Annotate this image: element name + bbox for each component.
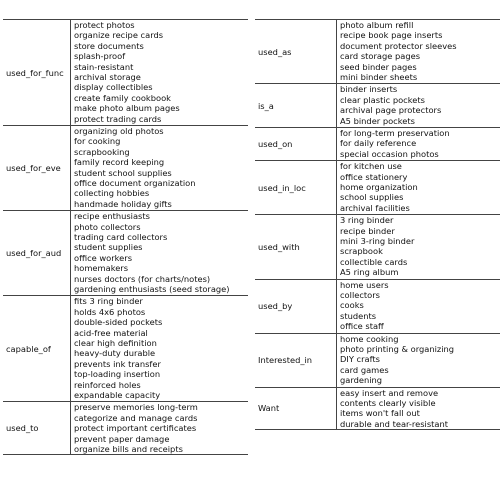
attribute-value: card storage pages — [340, 51, 421, 62]
table-row — [3, 401, 248, 455]
attribute-value: organize bills and receipts — [74, 444, 183, 454]
attribute-value: for daily reference — [340, 138, 417, 149]
attribute-values — [336, 20, 500, 83]
attribute-key: used_for_func — [6, 67, 64, 78]
attribute-key: capable_of — [6, 343, 51, 354]
attribute-value: categorize and manage cards — [74, 412, 198, 423]
attribute-value: cooks — [340, 300, 364, 311]
table-row — [3, 19, 248, 125]
attribute-values — [70, 402, 248, 454]
attribute-value: trading card collectors — [74, 232, 168, 242]
table-row — [255, 333, 500, 387]
attribute-value: heavy-duty durable — [74, 348, 156, 359]
attribute-values — [336, 161, 500, 214]
attribute-key: Want — [258, 403, 280, 414]
attribute-value: collectible cards — [340, 256, 408, 267]
attribute-value: easy insert and remove — [340, 387, 439, 398]
attribute-key: used_as — [258, 46, 292, 57]
attribute-value: photo collectors — [74, 221, 141, 232]
attribute-values — [70, 296, 248, 401]
attribute-value: office stationery — [340, 171, 408, 182]
attribute-value: photo printing & organizing — [340, 343, 455, 354]
attribute-value: for long-term preservation — [340, 127, 450, 138]
attribute-value: card games — [340, 364, 389, 375]
attribute-value: A5 binder pockets — [340, 115, 415, 126]
attribute-values — [70, 211, 248, 295]
attribute-value: DIY crafts — [340, 354, 380, 365]
attribute-value: homemakers — [74, 263, 129, 274]
attribute-values — [336, 128, 500, 160]
attribute-value: stain-resistant — [74, 61, 134, 72]
attribute-value: recipe book page inserts — [340, 30, 443, 41]
attribute-value: gardening enthusiasts (seed storage) — [74, 284, 230, 295]
attribute-value: contents clearly visible — [340, 397, 436, 408]
table-row — [255, 160, 500, 214]
left-column — [3, 19, 248, 455]
attribute-key: used_on — [258, 139, 293, 150]
table-row — [255, 19, 500, 83]
attribute-value: protect important certificates — [74, 423, 197, 434]
attribute-value: seed binder pages — [340, 61, 417, 72]
attribute-value: archival facilities — [340, 202, 410, 213]
right-column — [255, 19, 500, 430]
attribute-value: mini binder sheets — [340, 72, 418, 83]
attribute-value: clear high definition — [74, 338, 157, 348]
table-row — [255, 214, 500, 278]
attribute-values — [336, 84, 500, 127]
attribute-value: organize recipe cards — [74, 30, 164, 41]
attribute-values — [70, 126, 248, 210]
attribute-value: create family cookbook — [74, 92, 171, 103]
attribute-value: collectors — [340, 289, 380, 300]
attribute-value: student school supplies — [74, 167, 172, 178]
attribute-value: recipe binder — [340, 225, 395, 236]
table-row — [255, 279, 500, 333]
attribute-key: used_by — [258, 301, 293, 312]
attribute-value: photo album refill — [340, 20, 414, 30]
attribute-value: store documents — [74, 40, 144, 51]
attribute-key: used_for_eve — [6, 163, 61, 174]
attribute-value: archival page protectors — [340, 105, 442, 116]
attribute-value: protect trading cards — [74, 113, 162, 124]
attribute-value: gardening — [340, 375, 383, 386]
attribute-value: double-sided pockets — [74, 317, 163, 328]
table-row — [3, 125, 248, 210]
attribute-value: students — [340, 310, 377, 321]
attribute-value: preserve memories long-term — [74, 402, 198, 413]
attribute-value: home organization — [340, 181, 418, 192]
attribute-value: home users — [340, 279, 389, 290]
attribute-key: used_in_loc — [258, 182, 306, 193]
attribute-value: school supplies — [340, 192, 404, 203]
attribute-value: recipe enthusiasts — [74, 211, 150, 222]
attribute-value: home cooking — [340, 333, 399, 344]
table-row — [255, 387, 500, 431]
attribute-value: nurses doctors (for charts/notes) — [74, 273, 211, 284]
attribute-values — [336, 334, 500, 387]
attribute-key: used_with — [258, 241, 300, 252]
attribute-value: expandable capacity — [74, 390, 161, 401]
attribute-value: document protector sleeves — [340, 40, 457, 51]
attribute-value: archival storage — [74, 72, 141, 83]
attribute-value: handmade holiday gifts — [74, 198, 172, 209]
attribute-value: acid-free material — [74, 327, 148, 338]
attribute-values — [336, 388, 500, 430]
attribute-value: display collectibles — [74, 82, 153, 93]
attribute-key: Interested_in — [258, 355, 313, 366]
attribute-value: binder inserts — [340, 84, 398, 95]
table-row — [3, 295, 248, 401]
attribute-key: used_to — [6, 423, 39, 434]
attribute-values — [336, 215, 500, 278]
attribute-value: office staff — [340, 321, 384, 332]
attribute-value: prevent paper damage — [74, 433, 170, 444]
attribute-value: holds 4x6 photos — [74, 306, 146, 317]
attribute-value: fits 3 ring binder — [74, 296, 143, 307]
attribute-value: special occasion photos — [340, 148, 439, 159]
attribute-value: office document organization — [74, 178, 196, 189]
attribute-value: clear plastic pockets — [340, 94, 425, 105]
attribute-value: top-loading insertion — [74, 369, 161, 380]
table-row — [255, 83, 500, 127]
attribute-value: for cooking — [74, 136, 121, 147]
attribute-value: A5 ring album — [340, 267, 399, 278]
attribute-value: scrapbooking — [74, 146, 130, 157]
attribute-value: durable and tear-resistant — [340, 418, 449, 429]
table-row — [3, 210, 248, 295]
attribute-value: for kitchen use — [340, 161, 402, 172]
attribute-values — [336, 280, 500, 333]
attribute-value: office workers — [74, 252, 133, 263]
attribute-value: items won't fall out — [340, 408, 420, 419]
attribute-value: student supplies — [74, 242, 143, 253]
attribute-value: scrapbook — [340, 246, 383, 257]
attribute-value: organizing old photos — [74, 126, 164, 136]
attribute-key: is_a — [258, 100, 274, 111]
attribute-value: family record keeping — [74, 157, 165, 168]
attribute-value: reinforced holes — [74, 379, 141, 390]
attribute-value: mini 3-ring binder — [340, 235, 415, 246]
attribute-value: collecting hobbies — [74, 188, 150, 199]
table-row — [255, 127, 500, 160]
attribute-value: protect photos — [74, 20, 135, 30]
attribute-key: used_for_aud — [6, 248, 62, 259]
attribute-value: 3 ring binder — [340, 215, 394, 226]
attribute-values — [70, 20, 248, 125]
attribute-value: make photo album pages — [74, 103, 180, 114]
attribute-value: prevents ink transfer — [74, 358, 161, 369]
attribute-value: splash-proof — [74, 51, 126, 62]
